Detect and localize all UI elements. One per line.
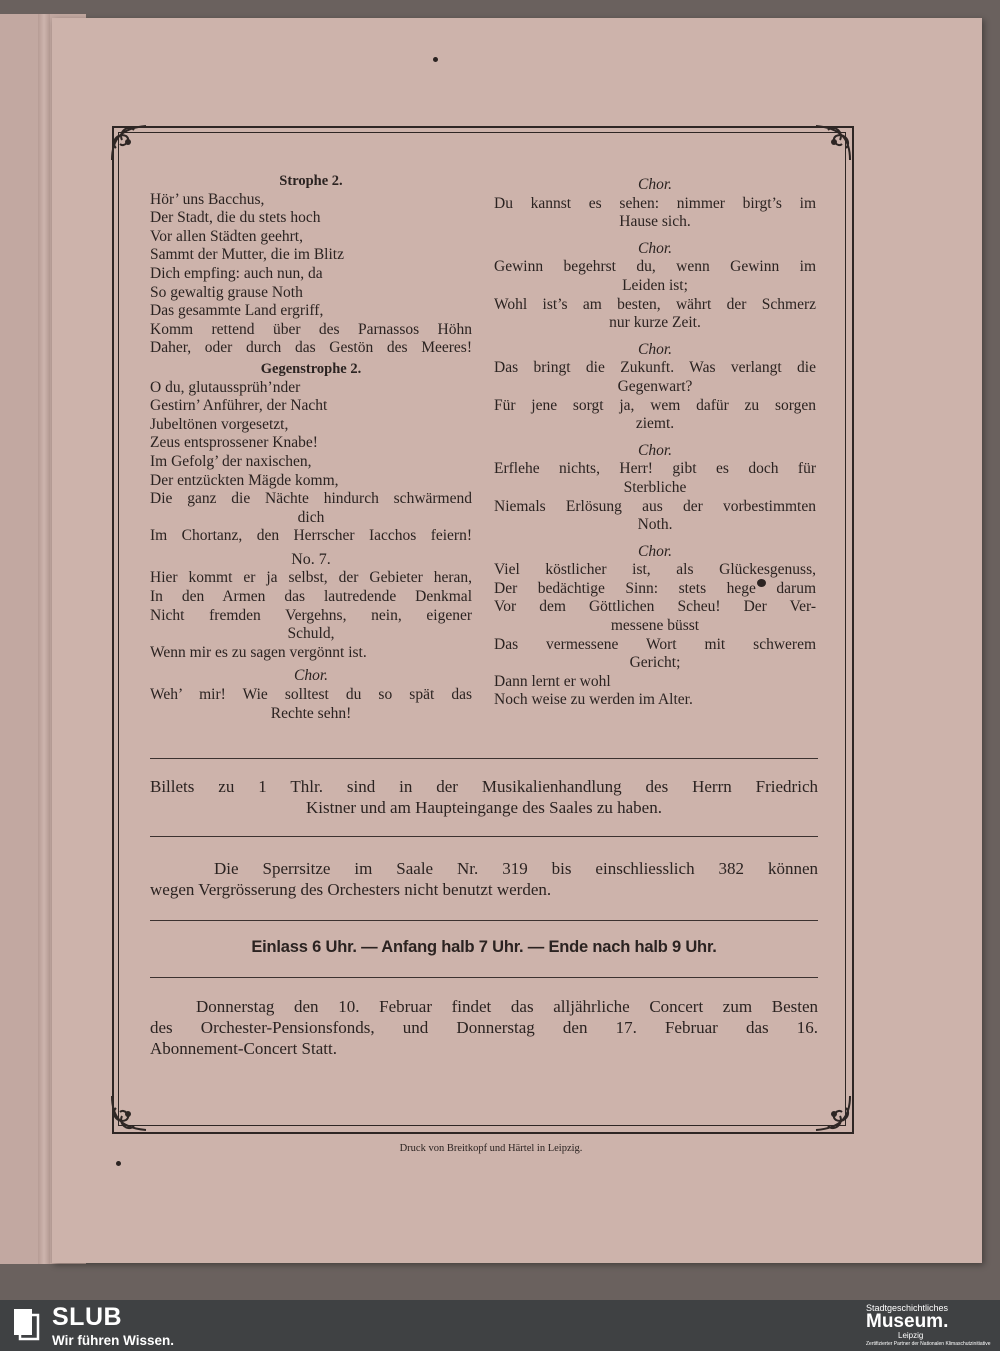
verse-line: Das gesammte Land ergriff, <box>150 302 324 320</box>
concert-announcement <box>150 996 818 1059</box>
corner-ornament-icon <box>810 1090 856 1136</box>
verse-line: Nicht fremden Vergehns, nein, eigener <box>150 606 472 624</box>
left-column <box>150 172 472 723</box>
verse-line: Erflehe nichts, Herr! gibt es doch für <box>494 460 816 478</box>
chor-label: Chor. <box>637 176 673 193</box>
verse-line: O du, glutaussprüh’nder <box>150 378 301 396</box>
verse-line: Wenn mir es zu sagen vergönnt ist. <box>150 643 367 661</box>
corner-ornament-icon <box>810 120 856 166</box>
verse-line-indent: Hause sich. <box>619 213 691 231</box>
verse-line: So gewaltig grause Noth <box>150 283 303 301</box>
sperrsitze-notice <box>150 858 818 900</box>
verse-line: Im Chortanz, den Herrscher Iacchos feiern! <box>150 527 472 545</box>
speck <box>433 57 438 62</box>
verse-line-indent: dich <box>297 508 325 526</box>
verse-line-indent: Leiden ist; <box>622 276 688 294</box>
verse-line: Komm rettend über des Parnassos Höhn <box>150 320 472 338</box>
verse-line: Jubeltönen vorgesetzt, <box>150 415 289 433</box>
verse-line: In den Armen das lautredende Denkmal <box>150 588 472 606</box>
verse-line-indent: Schuld, <box>287 625 335 643</box>
notice-line: Abonnement-Concert Statt. <box>150 1039 337 1058</box>
notice-line: Die Sperrsitze im Saale Nr. 319 bis einschliesslich 382 können <box>214 859 818 878</box>
verse-line-indent: nur kurze Zeit. <box>609 314 701 332</box>
verse-line-indent: messene büsst <box>610 617 700 635</box>
verse-line: Der bedächtige Sinn: stets hege darum <box>494 579 816 597</box>
verse-line: Gestirn’ Anführer, der Nacht <box>150 397 328 415</box>
divider-rule <box>150 977 818 978</box>
divider-rule <box>150 836 818 837</box>
verse-line: Im Gefolg’ der naxischen, <box>150 452 312 470</box>
museum-name: Museum. <box>866 1311 949 1332</box>
verse-line: Hör’ uns Bacchus, <box>150 190 265 208</box>
corner-ornament-icon <box>106 1090 152 1136</box>
verse-line-indent: Rechte sehn! <box>270 704 352 722</box>
verse-line-indent: ziemt. <box>635 415 675 433</box>
museum-city: Leipzig <box>898 1331 924 1340</box>
chor-label: Chor. <box>637 441 673 459</box>
verse-line: Zeus entsprossener Knabe! <box>150 434 318 452</box>
notice-line: wegen Vergrösserung des Orchesters nicht benutzt werden. <box>150 880 552 899</box>
right-column <box>494 176 816 710</box>
number-heading: No. 7. <box>291 550 331 568</box>
verse-line: Vor allen Städten geehrt, <box>150 227 303 245</box>
verse-line: Niemals Erlösung aus der vorbestimmten <box>494 497 816 515</box>
footer-bar <box>0 1300 1000 1351</box>
gegenstrophe-heading: Gegenstrophe 2. <box>260 360 362 377</box>
slub-name: SLUB <box>52 1303 123 1331</box>
verse-line: Daher, oder durch das Gestön des Meeres! <box>150 339 472 357</box>
verse-line: Dann lernt er wohl <box>494 672 611 690</box>
verse-line: Noch weise zu werden im Alter. <box>494 691 693 709</box>
verse-line: Du kannst es sehen: nimmer birgt’s im <box>494 194 816 212</box>
verse-line: Viel köstlicher ist, als Glückesgenuss, <box>494 561 816 579</box>
verse-line-indent: Gericht; <box>629 654 681 672</box>
verse-line-indent: Gegenwart? <box>617 377 693 395</box>
chor-label: Chor. <box>293 667 329 685</box>
divider-rule <box>150 920 818 921</box>
verse-line: Der Stadt, die du stets hoch <box>150 209 321 227</box>
museum-note: Zertifizierter Partner der Nationalen Klimaschutzinitiative <box>866 1341 991 1347</box>
divider-rule <box>150 758 818 759</box>
notice-line: Donnerstag den 10. Februar findet das alljährliche Concert zum Besten <box>196 997 818 1016</box>
museum-top: Stadtgeschichtliches <box>866 1303 949 1313</box>
slub-logo-icon <box>12 1307 40 1341</box>
corner-ornament-icon <box>106 120 152 166</box>
speck <box>116 1161 121 1166</box>
strophe-heading: Strophe 2. <box>279 173 343 189</box>
verse-line: Das bringt die Zukunft. Was verlangt die <box>494 359 816 377</box>
slub-tagline: Wir führen Wissen. <box>52 1333 175 1348</box>
verse-line: Hier kommt er ja selbst, der Gebieter heran, <box>150 569 472 587</box>
verse-line: Für jene sorgt ja, wem dafür zu sorgen <box>494 396 816 414</box>
chor-label: Chor. <box>637 340 673 358</box>
verse-line: Sammt der Mutter, die im Blitz <box>150 246 344 264</box>
printer-imprint: Druck von Breitkopf und Härtel in Leipzig. <box>399 1143 583 1154</box>
verse-line-indent: Noth. <box>637 516 673 534</box>
verse-line: Dich empfing: auch nun, da <box>150 264 323 282</box>
notice-line: Kistner und am Haupteingange des Saales zu haben. <box>306 798 662 817</box>
chor-label: Chor. <box>637 542 673 560</box>
einlass-times: Einlass 6 Uhr. — Anfang halb 7 Uhr. — Ende nach halb 9 Uhr. <box>251 938 717 956</box>
chor-label: Chor. <box>637 239 673 257</box>
notice-line: des Orchester-Pensionsfonds, und Donnerstag den 17. Februar das 16. <box>150 1018 818 1037</box>
verse-line: Gewinn begehrst du, wenn Gewinn im <box>494 258 816 276</box>
notice-line: Billets zu 1 Thlr. sind in der Musikalienhandlung des Herrn Friedrich <box>150 777 818 796</box>
verse-line-indent: Sterbliche <box>623 478 687 496</box>
verse-line: Weh’ mir! Wie solltest du so spät das <box>150 686 472 704</box>
verse-line: Vor dem Göttlichen Scheu! Der Ver- <box>494 598 816 616</box>
verse-line: Das vermessene Wort mit schwerem <box>494 635 816 653</box>
verse-line: Der entzückten Mägde komm, <box>150 471 339 489</box>
verse-line: Die ganz die Nächte hindurch schwärmend <box>150 490 472 508</box>
billets-notice <box>150 776 818 818</box>
verse-line: Wohl ist’s am besten, währt der Schmerz <box>494 295 816 313</box>
